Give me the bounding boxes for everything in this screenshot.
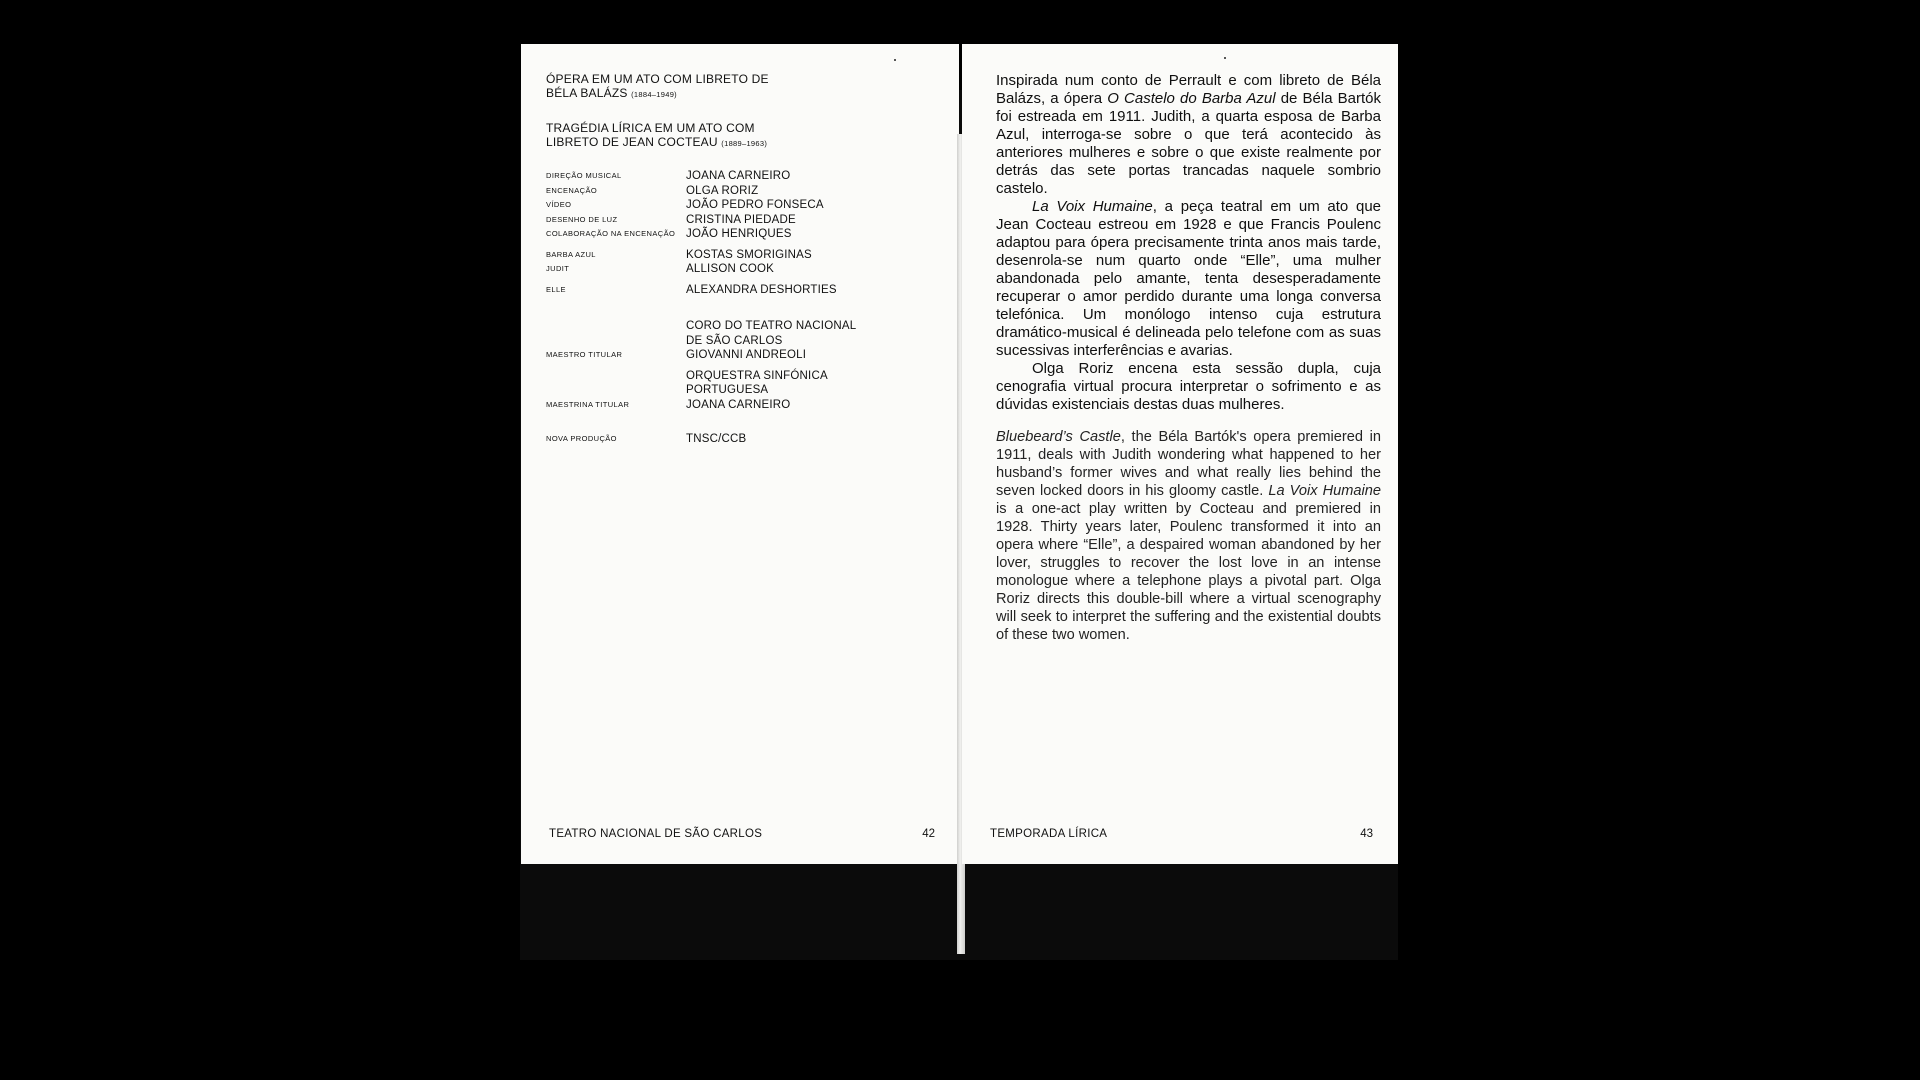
cast-row-elle [546,283,946,298]
opera-title: Bluebeard’s Castle [996,429,1121,445]
credit-name: TNSC/CCB [686,433,747,445]
print-mark [894,59,896,61]
credit-role: DESENHO DE LUZ [546,214,618,224]
left-page [521,44,959,864]
ensemble-name: DE SÃO CARLOS [686,334,783,347]
header-line: BÉLA BALÁZS [546,86,628,100]
credit-row [546,227,946,242]
header-bartok [546,72,769,102]
credit-role: NOVA PRODUÇÃO [546,434,617,443]
opera-title: La Voix Humaine [1032,198,1153,215]
choir-conductor-row [546,348,946,363]
credit-row [546,169,946,184]
credit-row [546,198,946,213]
orchestra-name-row [546,369,946,384]
cast-role: ELLE [546,284,566,294]
paragraph-pt-2: La Voix Humaine, a peça teatral em um ato que Jean Cocteau estreou em 1928 e que Francis Poulenc adaptou para ópera precisamente trinta anos mais tarde, desenrola-se num quarto onde “Elle”, uma mulher abandonada pelo amante, tenta desesperadamente recuperar o amor perdido durante uma longa conversa telefónica. Um monólogo intenso cuja estrutura dramático-musical é delineada pelo telefone com as suas sucessivas interferências e avarias. [996,198,1382,359]
orchestra-name-row [546,383,946,398]
dates: (1889–1963) [721,139,768,148]
page-number: 43 [1360,828,1373,840]
credit-name: JOANA CARNEIRO [686,398,791,411]
page-number: 42 [922,828,935,840]
choir-name-row [546,334,946,349]
print-mark [1224,57,1226,59]
opera-title: O Castelo do Barba Azul [1107,90,1276,107]
ensemble-name: PORTUGUESA [686,384,769,396]
ensemble-name: ORQUESTRA SINFÓNICA [686,369,828,382]
orchestra-conductor-row [546,398,946,413]
paragraph-pt-3: Olga Roriz encena esta sessão dupla, cuja cenografia virtual procura interpretar o sofrimento e as dúvidas existenciais destas duas mulheres. [996,360,1381,413]
production-row [546,432,946,447]
credit-role: COLABORAÇÃO NA ENCENAÇÃO [546,229,676,238]
header-line: ÓPERA EM UM ATO COM LIBRETO DE [546,72,769,86]
cast-name: ALLISON COOK [686,263,775,275]
credit-name: CRISTINA PIEDADE [686,213,796,226]
credit-row [546,184,946,199]
credit-role: DIREÇÃO MUSICAL [546,171,622,180]
paragraph-pt-1: Inspirada num conto de Perrault e com libreto de Béla Balázs, a ópera O Castelo do Barba Azul de Béla Bartók foi estreada em 1911. Judith, a quarta esposa de Barba Azul, interroga-se sobre o que terá acontecido às anteriores mulheres e sobre o que existe realmente por detrás das sete portas trancadas naquele sombrio castelo. [996,72,1382,197]
header-poulenc [546,121,767,151]
page-footer: TEATRO NACIONAL DE SÃO CARLOS [549,828,763,840]
credit-role: VÍDEO [546,200,572,209]
credit-name: JOANA CARNEIRO [686,170,791,182]
header-line: LIBRETO DE JEAN COCTEAU [546,135,718,149]
cast-name: KOSTAS SMORIGINAS [686,248,812,261]
credit-row [546,213,946,228]
dates: (1884–1949) [631,90,677,99]
credits-list [546,169,946,447]
credit-name: JOÃO HENRIQUES [686,228,792,240]
credit-name: OLGA RORIZ [686,184,759,197]
body-text [996,72,1381,644]
cast-row [546,262,946,277]
right-page [962,44,1398,864]
paragraph-en: Bluebeard’s Castle, the Béla Bartók's opera premiered in 1911, deals with Judith wondering what happened to her husband’s former wives and what really lies behind the seven locked doors in his gloomy castle. La Voix Humaine is a one-act play written by Cocteau and premiered in 1928. Thirty years later, Poulenc transformed it into an opera where “Elle”, a despaired woman abandoned by her lover, struggles to recover the lost love in an intense monologue where a telephone plays a pivotal part. Olga Roriz directs this double-bill where a virtual scenography will seek to interpret the suffering and the existential doubts of these two women. [996,429,1381,643]
ensemble-name: CORO DO TEATRO NACIONAL [686,320,857,332]
cast-role: JUDIT [546,264,570,273]
cast-name: ALEXANDRA DESHORTIES [686,283,837,296]
opera-title: La Voix Humaine [1268,483,1381,499]
page-footer: TEMPORADA LÍRICA [990,828,1108,840]
credit-role: MAESTRO TITULAR [546,350,623,359]
cast-row [546,248,946,263]
credit-role: MAESTRINA TITULAR [546,399,630,409]
credit-name: JOÃO PEDRO FONSECA [686,199,824,211]
header-line: TRAGÉDIA LÍRICA EM UM ATO COM [546,121,755,135]
credit-role: ENCENAÇÃO [546,185,598,195]
cast-role: BARBA AZUL [546,249,596,259]
credit-name: GIOVANNI ANDREOLI [686,349,807,361]
choir-name-row [546,319,946,334]
